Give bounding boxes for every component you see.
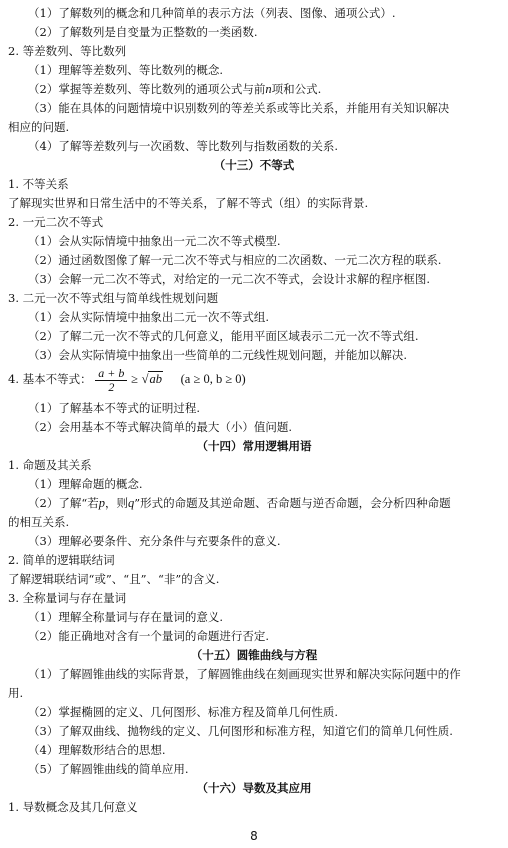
subsection-title: 3. 二元一次不等式组与简单线性规划问题 [8, 291, 219, 305]
text-segment: （2）掌握等差数列、等比数列的通项公式与前 [28, 82, 266, 96]
text-line: （2）掌握椭圆的定义、几何图形、标准方程及简单几何性质. [28, 705, 338, 719]
text-line: （3）能在具体的问题情境中识别数列的等差关系或等比关系，并能用有关知识解决 [28, 101, 450, 115]
section-heading: （十六）导数及其应用 [196, 781, 312, 795]
text-line: （1）会从实际情境中抽象出一元二次不等式模型. [28, 234, 281, 248]
square-root [142, 365, 163, 393]
text-line: （3）了解双曲线、抛物线的定义、几何图形和标准方程，知道它们的简单几何性质. [28, 724, 453, 738]
text-line [28, 496, 508, 511]
text-line: （2）会用基本不等式解决简单的最大（小）值问题. [28, 420, 292, 434]
relation-symbol: ≥ [131, 372, 138, 386]
page-number: 8 [250, 829, 258, 843]
text-line: （4）了解等差数列与一次函数、等比数列与指数函数的关系. [28, 139, 338, 153]
sqrt-symbol: √ [141, 372, 149, 386]
text-line-continuation: 用. [8, 686, 24, 700]
subsection-title: 3. 全称量词与存在量词 [8, 591, 127, 605]
section-heading: （十五）圆锥曲线与方程 [190, 648, 318, 662]
text-segment: 4. 基本不等式： [8, 372, 92, 386]
fraction-denominator: 2 [108, 379, 115, 394]
text-line: （2）通过函数图像了解一元二次不等式与相应的二次函数、一元二次方程的联系. [28, 253, 442, 267]
text-line-continuation: 相应的问题. [8, 120, 70, 134]
text-segment: ”形式的命题及其逆命题、否命题与逆否命题，会分析四种命题 [134, 496, 451, 510]
section-heading: （十四）常用逻辑用语 [196, 439, 312, 453]
subsection-title: 1. 命题及其关系 [8, 458, 92, 472]
text-line: 了解现实世界和日常生活中的不等关系，了解不等式（组）的实际背景. [8, 196, 369, 210]
fraction-numerator: a + b [95, 367, 127, 381]
text-line: （5）了解圆锥曲线的简单应用. [28, 762, 189, 776]
text-line [28, 82, 508, 97]
text-segment: 项和公式. [271, 82, 322, 96]
text-line: （3）理解必要条件、充分条件与充要条件的意义. [28, 534, 281, 548]
text-line: （1）理解等差数列、等比数列的概念. [28, 63, 223, 77]
math-variable: n [265, 82, 272, 96]
text-line: （3）会从实际情境中抽象出一些简单的二元线性规划问题，并能加以解决. [28, 348, 407, 362]
text-line: （1）会从实际情境中抽象出二元一次不等式组. [28, 310, 269, 324]
math-variable: p [98, 496, 105, 510]
text-line: （4）理解数形结合的思想. [28, 743, 166, 757]
subsection-title: 2. 等差数列、等比数列 [8, 44, 127, 58]
math-variable: q [127, 496, 135, 510]
text-line: （3）会解一元二次不等式，对给定的一元二次不等式，会设计求解的程序框图. [28, 272, 430, 286]
text-line: （1）了解圆锥曲线的实际背景，了解圆锥曲线在刻画现实世界和解决实际问题中的作 [28, 667, 461, 681]
fraction [95, 367, 127, 394]
text-line: （2）了解数列是自变量为正整数的一类函数. [28, 25, 258, 39]
subsection-title: 2. 简单的逻辑联结词 [8, 553, 115, 567]
text-line: 了解逻辑联结词“或”、“且”、“非”的含义. [8, 572, 220, 586]
text-line: （2）能正确地对含有一个量词的命题进行否定. [28, 629, 269, 643]
radicand: ab [149, 372, 162, 386]
formula-condition: (a ≥ 0, b ≥ 0) [180, 372, 246, 386]
text-line: （1）理解全称量词与存在量词的意义. [28, 610, 223, 624]
subsection-title: 2. 一元二次不等式 [8, 215, 104, 229]
text-line: （1）了解基本不等式的证明过程. [28, 401, 200, 415]
text-line: （1）了解数列的概念和几种简单的表示方法（列表、图像、通项公式）. [28, 6, 396, 20]
text-segment: ，则 [104, 496, 128, 510]
section-heading: （十三）不等式 [213, 158, 295, 172]
subsection-title: 1. 导数概念及其几何意义 [8, 800, 138, 814]
text-line: （2）了解二元一次不等式的几何意义，能用平面区域表示二元一次不等式组. [28, 329, 419, 343]
text-line-continuation: 的相互关系. [8, 515, 70, 529]
subsection-title: 1. 不等关系 [8, 177, 69, 191]
text-line: （1）理解命题的概念. [28, 477, 143, 491]
formula-line [8, 365, 508, 394]
text-segment: （2）了解“若 [28, 496, 99, 510]
